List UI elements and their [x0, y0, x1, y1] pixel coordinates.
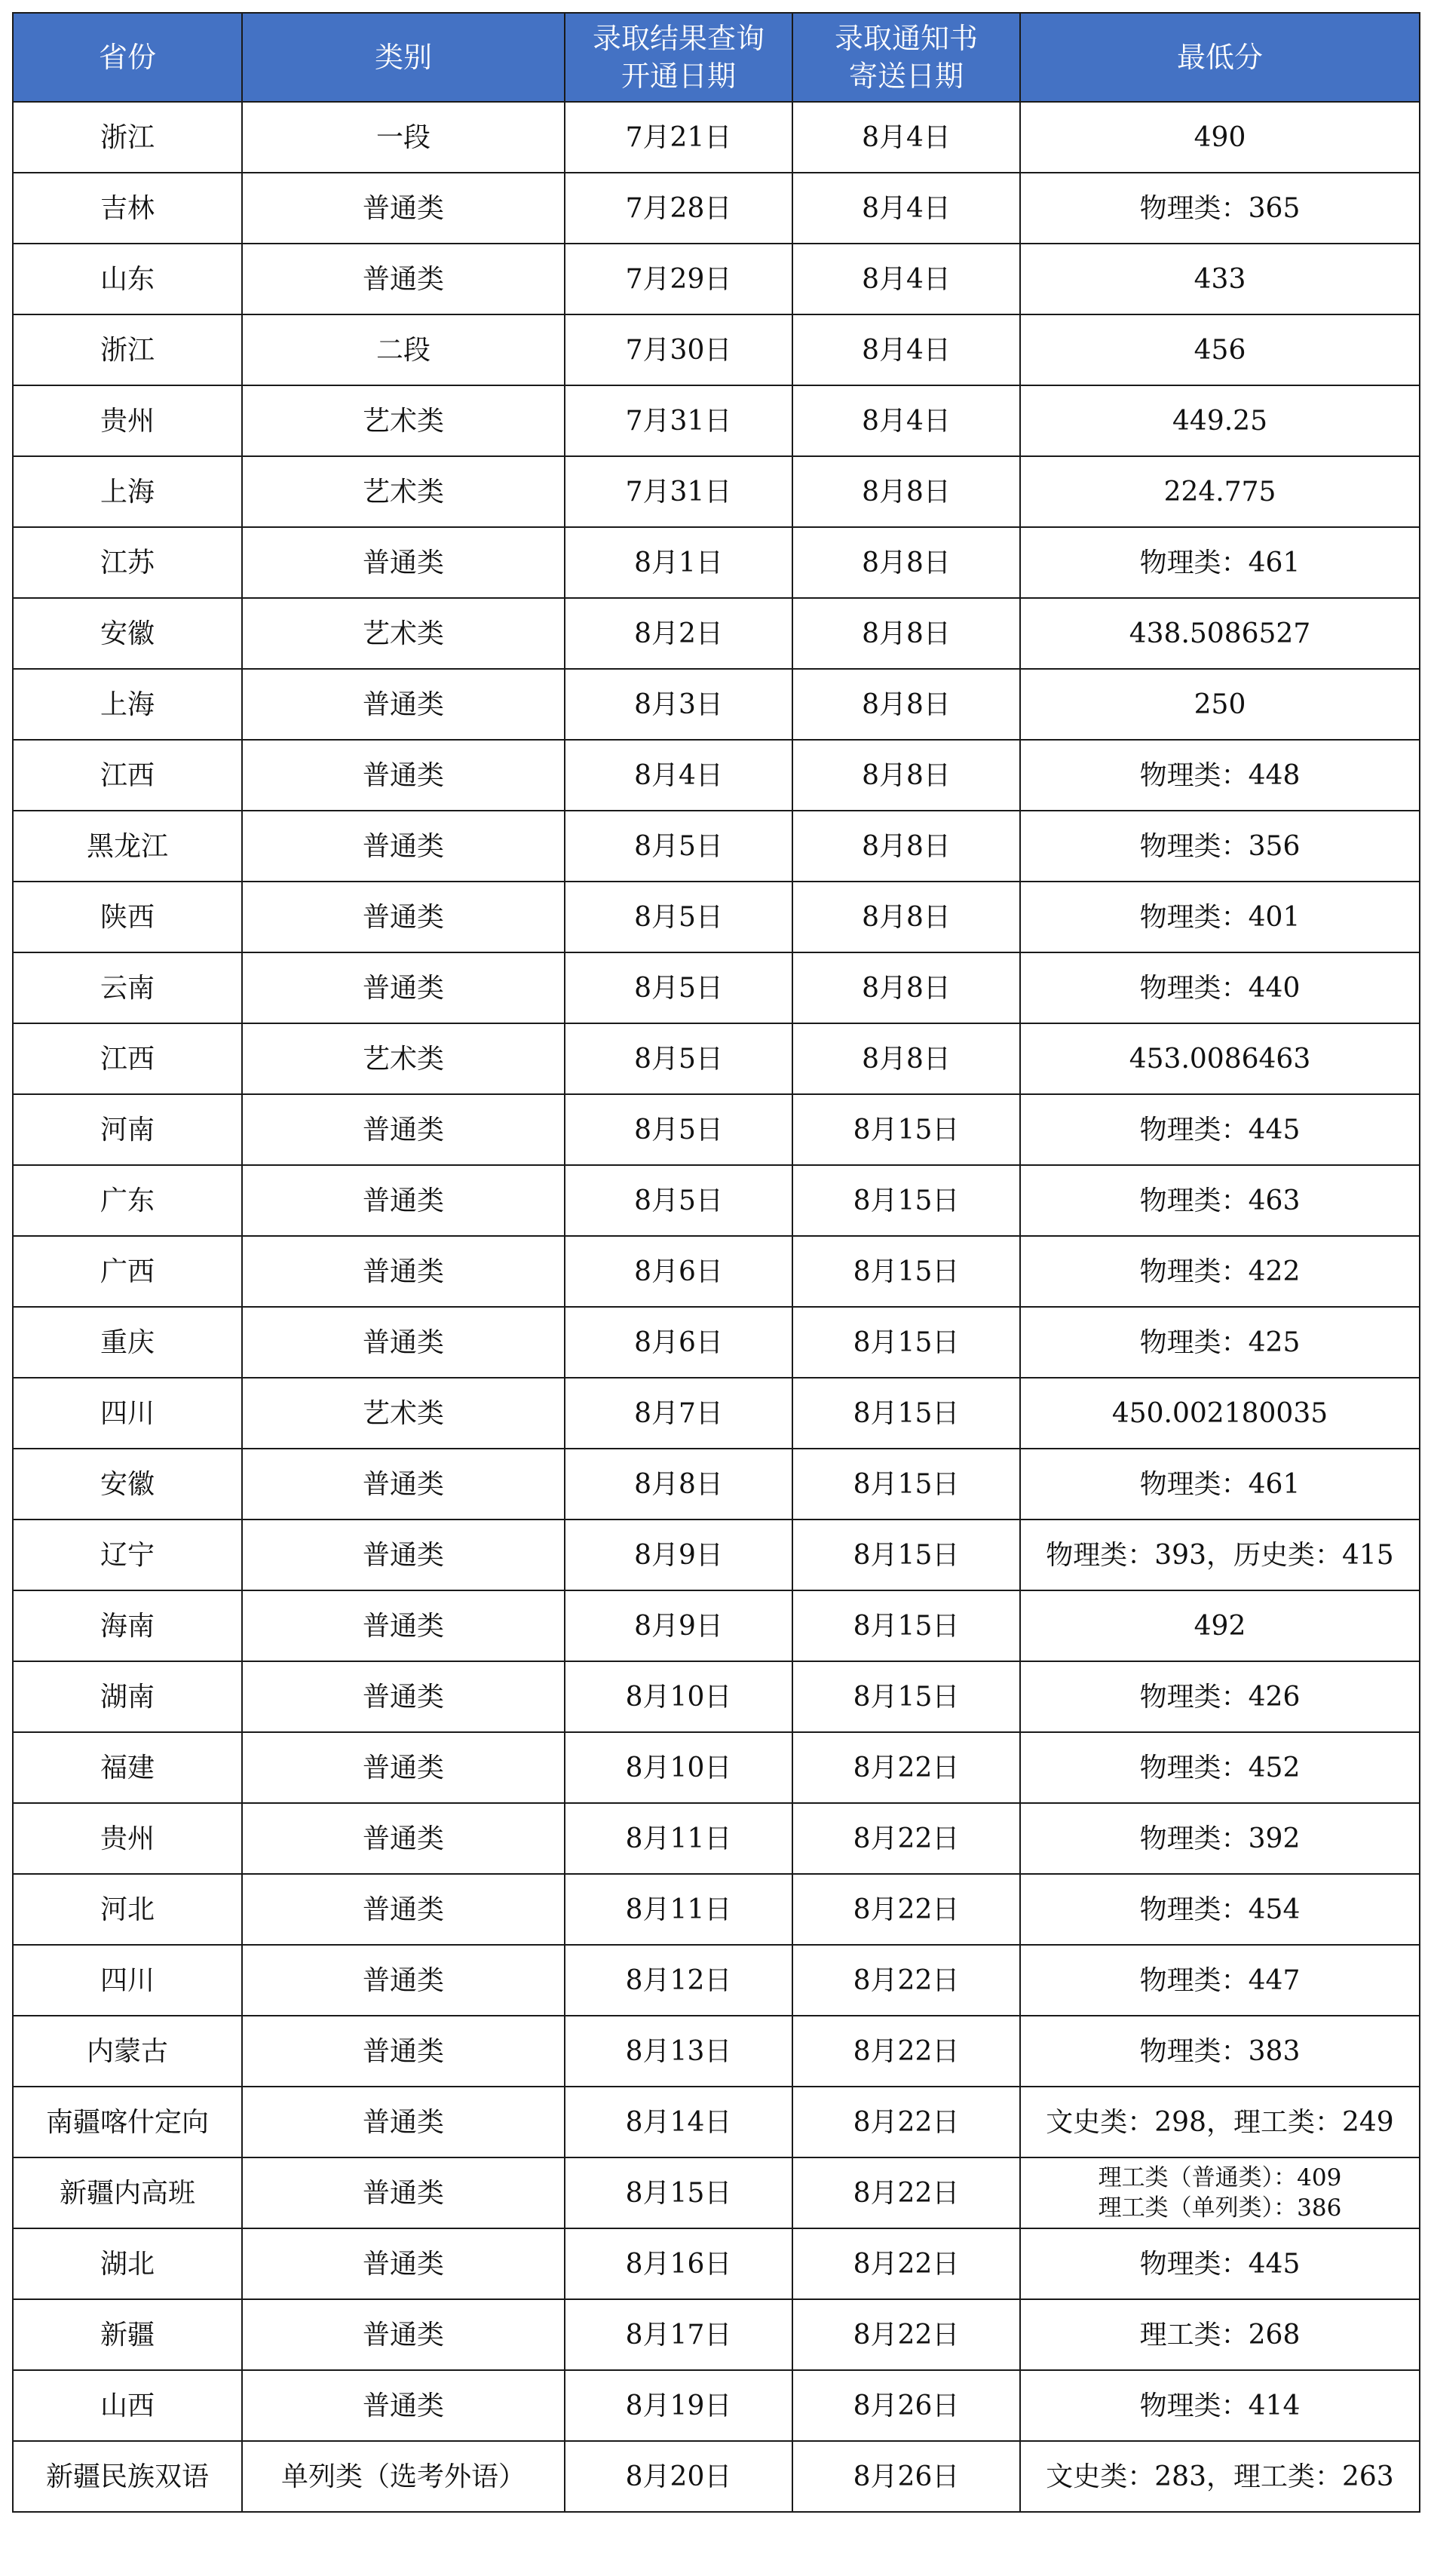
table-row: [13, 1803, 1420, 1874]
mail-date-cell: 8月22日: [792, 1945, 1020, 2016]
province-cell: 海南: [13, 1590, 242, 1661]
header-line: 录取通知书: [834, 21, 978, 55]
min-score-cell: [1020, 2299, 1420, 2370]
province-cell: 江西: [13, 740, 242, 811]
query-date-cell: 8月5日: [565, 1094, 792, 1165]
category-cell: 普通类: [242, 2299, 565, 2370]
min-score-cell: [1020, 1307, 1420, 1378]
table-row: [13, 2087, 1420, 2157]
province-cell: 湖南: [13, 1661, 242, 1732]
category-cell: 普通类: [242, 1874, 565, 1945]
category-cell: 普通类: [242, 2087, 565, 2157]
min-score-cell: [1020, 527, 1420, 598]
min-score-cell: [1020, 882, 1420, 952]
mail-date-cell: 8月22日: [792, 1803, 1020, 1874]
province-cell: 重庆: [13, 1307, 242, 1378]
query-date-cell: 8月12日: [565, 1945, 792, 2016]
query-date-cell: 8月9日: [565, 1590, 792, 1661]
query-date-cell: 8月4日: [565, 740, 792, 811]
category-cell: 普通类: [242, 669, 565, 740]
province-cell: 山东: [13, 244, 242, 314]
query-date-cell: 7月21日: [565, 102, 792, 173]
min-score-line: 物理类：365: [1139, 192, 1301, 224]
category-cell: 普通类: [242, 2370, 565, 2441]
mail-date-cell: 8月8日: [792, 669, 1020, 740]
table-row: [13, 2441, 1420, 2512]
min-score-cell: [1020, 456, 1420, 527]
min-score-cell: [1020, 1023, 1420, 1094]
mail-date-cell: 8月26日: [792, 2370, 1020, 2441]
province-cell: 广西: [13, 1236, 242, 1307]
min-score-line: 物理类：356: [1139, 830, 1301, 862]
category-cell: 普通类: [242, 1945, 565, 2016]
mail-date-cell: 8月8日: [792, 882, 1020, 952]
table-row: [13, 1732, 1420, 1803]
mail-date-cell: 8月15日: [792, 1307, 1020, 1378]
province-cell: 江苏: [13, 527, 242, 598]
province-cell: 内蒙古: [13, 2016, 242, 2087]
min-score-line: 433: [1194, 263, 1246, 295]
query-date-cell: 8月5日: [565, 1165, 792, 1236]
min-score-line: 450.002180035: [1111, 1397, 1328, 1429]
min-score-line: 理工类（单列类）：386: [1098, 2194, 1342, 2222]
min-score-cell: [1020, 2228, 1420, 2299]
mail-date-cell: 8月4日: [792, 173, 1020, 244]
category-cell: 普通类: [242, 1520, 565, 1590]
category-cell: 普通类: [242, 1236, 565, 1307]
table-row: [13, 1590, 1420, 1661]
min-score-line: 物理类：392: [1139, 1823, 1301, 1854]
table-row: [13, 1520, 1420, 1590]
mail-date-cell: 8月4日: [792, 102, 1020, 173]
query-date-cell: 8月5日: [565, 1023, 792, 1094]
mail-date-cell: 8月22日: [792, 1874, 1020, 1945]
min-score-line: 物理类：393，历史类：415: [1046, 1539, 1394, 1571]
query-date-cell: 8月19日: [565, 2370, 792, 2441]
min-score-cell: [1020, 2087, 1420, 2157]
table-row: [13, 882, 1420, 952]
province-cell: 贵州: [13, 1803, 242, 1874]
province-cell: 云南: [13, 952, 242, 1023]
query-date-cell: 8月17日: [565, 2299, 792, 2370]
mail-date-cell: 8月4日: [792, 385, 1020, 456]
min-score-cell: [1020, 385, 1420, 456]
min-score-cell: [1020, 669, 1420, 740]
min-score-line: 449.25: [1172, 405, 1267, 437]
mail-date-cell: 8月22日: [792, 2016, 1020, 2087]
table-row: [13, 740, 1420, 811]
category-cell: 普通类: [242, 882, 565, 952]
query-date-cell: 8月10日: [565, 1732, 792, 1803]
category-cell: 普通类: [242, 527, 565, 598]
province-cell: 上海: [13, 669, 242, 740]
min-score-cell: [1020, 1874, 1420, 1945]
min-score-cell: [1020, 1732, 1420, 1803]
table-row: [13, 314, 1420, 385]
province-cell: 贵州: [13, 385, 242, 456]
table-row: [13, 456, 1420, 527]
min-score-cell: [1020, 2370, 1420, 2441]
query-date-cell: 8月5日: [565, 811, 792, 882]
min-score-line: 物理类：445: [1139, 1114, 1301, 1145]
min-score-cell: [1020, 811, 1420, 882]
province-cell: 河南: [13, 1094, 242, 1165]
category-cell: 一段: [242, 102, 565, 173]
min-score-cell: [1020, 952, 1420, 1023]
min-score-cell: [1020, 173, 1420, 244]
query-date-cell: 8月1日: [565, 527, 792, 598]
category-cell: 普通类: [242, 2228, 565, 2299]
min-score-line: 490: [1194, 121, 1246, 153]
table-row: [13, 1449, 1420, 1520]
min-score-line: 物理类：383: [1139, 2035, 1301, 2067]
province-cell: 安徽: [13, 1449, 242, 1520]
mail-date-cell: 8月15日: [792, 1165, 1020, 1236]
header-line: 寄送日期: [848, 60, 964, 93]
min-score-line: 物理类：454: [1139, 1894, 1301, 1925]
min-score-cell: [1020, 1520, 1420, 1590]
min-score-line: 453.0086463: [1129, 1043, 1311, 1075]
table-row: [13, 952, 1420, 1023]
min-score-line: 物理类：461: [1139, 547, 1301, 578]
table-row: [13, 102, 1420, 173]
category-cell: 普通类: [242, 1094, 565, 1165]
mail-date-cell: 8月22日: [792, 1732, 1020, 1803]
mail-date-cell: 8月4日: [792, 314, 1020, 385]
table-row: [13, 173, 1420, 244]
category-cell: 艺术类: [242, 456, 565, 527]
min-score-line: 物理类：463: [1139, 1185, 1301, 1216]
query-date-cell: 8月14日: [565, 2087, 792, 2157]
min-score-line: 物理类：447: [1139, 1964, 1301, 1996]
category-cell: 普通类: [242, 1165, 565, 1236]
query-date-cell: 8月5日: [565, 882, 792, 952]
province-cell: 浙江: [13, 102, 242, 173]
category-cell: 艺术类: [242, 1378, 565, 1449]
min-score-line: 物理类：426: [1139, 1681, 1301, 1713]
min-score-line: 物理类：425: [1139, 1326, 1301, 1358]
min-score-line: 文史类：298，理工类：249: [1046, 2106, 1394, 2138]
province-cell: 吉林: [13, 173, 242, 244]
province-cell: 黑龙江: [13, 811, 242, 882]
mail-date-cell: 8月22日: [792, 2299, 1020, 2370]
table-row: [13, 2299, 1420, 2370]
category-cell: 艺术类: [242, 1023, 565, 1094]
category-cell: 普通类: [242, 1661, 565, 1732]
min-score-line: 文史类：283，理工类：263: [1046, 2461, 1394, 2492]
province-cell: 上海: [13, 456, 242, 527]
query-date-cell: 8月7日: [565, 1378, 792, 1449]
min-score-cell: [1020, 1449, 1420, 1520]
mail-date-cell: 8月26日: [792, 2441, 1020, 2512]
table-row: [13, 1945, 1420, 2016]
table-row: [13, 244, 1420, 314]
category-cell: 普通类: [242, 1590, 565, 1661]
table-row: [13, 385, 1420, 456]
min-score-line: 物理类：448: [1139, 759, 1301, 791]
admission-table: [12, 12, 1420, 2513]
header-row: [13, 13, 1420, 102]
province-cell: 河北: [13, 1874, 242, 1945]
mail-date-cell: 8月8日: [792, 527, 1020, 598]
province-cell: 辽宁: [13, 1520, 242, 1590]
query-date-cell: 7月31日: [565, 385, 792, 456]
mail-date-cell: 8月15日: [792, 1661, 1020, 1732]
table-row: [13, 1874, 1420, 1945]
header-province: [13, 13, 242, 102]
min-score-cell: [1020, 314, 1420, 385]
query-date-cell: 7月29日: [565, 244, 792, 314]
min-score-line: 438.5086527: [1129, 618, 1311, 649]
query-date-cell: 8月2日: [565, 598, 792, 669]
min-score-cell: [1020, 2441, 1420, 2512]
category-cell: 普通类: [242, 2016, 565, 2087]
mail-date-cell: 8月22日: [792, 2087, 1020, 2157]
query-date-cell: 8月8日: [565, 1449, 792, 1520]
header-line: 最低分: [1176, 40, 1263, 74]
table-row: [13, 1236, 1420, 1307]
min-score-cell: [1020, 102, 1420, 173]
table-row: [13, 2016, 1420, 2087]
province-cell: 山西: [13, 2370, 242, 2441]
mail-date-cell: 8月15日: [792, 1520, 1020, 1590]
header-line: 省份: [98, 40, 156, 74]
table-row: [13, 1307, 1420, 1378]
category-cell: 普通类: [242, 2157, 565, 2228]
header-line: 开通日期: [621, 60, 736, 93]
table-row: [13, 669, 1420, 740]
header-min-score: [1020, 13, 1420, 102]
mail-date-cell: 8月8日: [792, 811, 1020, 882]
query-date-cell: 7月30日: [565, 314, 792, 385]
header-mail-date: [792, 13, 1020, 102]
header-query-date: [565, 13, 792, 102]
min-score-line: 理工类（普通类）：409: [1098, 2164, 1342, 2191]
min-score-cell: [1020, 1094, 1420, 1165]
min-score-cell: [1020, 244, 1420, 314]
mail-date-cell: 8月8日: [792, 598, 1020, 669]
min-score-line: 492: [1194, 1610, 1246, 1642]
query-date-cell: 8月11日: [565, 1803, 792, 1874]
table-row: [13, 2228, 1420, 2299]
min-score-line: 224.775: [1163, 476, 1276, 508]
category-cell: 艺术类: [242, 598, 565, 669]
category-cell: 二段: [242, 314, 565, 385]
category-cell: 普通类: [242, 811, 565, 882]
category-cell: 普通类: [242, 1307, 565, 1378]
query-date-cell: 8月10日: [565, 1661, 792, 1732]
min-score-line: 物理类：440: [1139, 972, 1301, 1004]
province-cell: 江西: [13, 1023, 242, 1094]
mail-date-cell: 8月8日: [792, 740, 1020, 811]
min-score-cell: [1020, 740, 1420, 811]
province-cell: 福建: [13, 1732, 242, 1803]
min-score-cell: [1020, 2157, 1420, 2228]
province-cell: 广东: [13, 1165, 242, 1236]
table-row: [13, 598, 1420, 669]
category-cell: 普通类: [242, 1732, 565, 1803]
min-score-cell: [1020, 1661, 1420, 1732]
category-cell: 普通类: [242, 740, 565, 811]
table-row: [13, 2370, 1420, 2441]
mail-date-cell: 8月22日: [792, 2157, 1020, 2228]
category-cell: 普通类: [242, 1803, 565, 1874]
table-row: [13, 1661, 1420, 1732]
province-cell: 陕西: [13, 882, 242, 952]
query-date-cell: 8月6日: [565, 1236, 792, 1307]
province-cell: 新疆内高班: [13, 2157, 242, 2228]
mail-date-cell: 8月15日: [792, 1449, 1020, 1520]
query-date-cell: 8月5日: [565, 952, 792, 1023]
province-cell: 安徽: [13, 598, 242, 669]
mail-date-cell: 8月15日: [792, 1590, 1020, 1661]
province-cell: 浙江: [13, 314, 242, 385]
province-cell: 四川: [13, 1945, 242, 2016]
min-score-cell: [1020, 598, 1420, 669]
query-date-cell: 7月28日: [565, 173, 792, 244]
min-score-line: 250: [1194, 688, 1246, 720]
min-score-cell: [1020, 1378, 1420, 1449]
query-date-cell: 8月3日: [565, 669, 792, 740]
min-score-cell: [1020, 1803, 1420, 1874]
mail-date-cell: 8月8日: [792, 1023, 1020, 1094]
table-body: [13, 102, 1420, 2512]
min-score-line: 物理类：461: [1139, 1468, 1301, 1500]
mail-date-cell: 8月15日: [792, 1378, 1020, 1449]
query-date-cell: 8月9日: [565, 1520, 792, 1590]
table-row: [13, 1378, 1420, 1449]
min-score-line: 物理类：414: [1139, 2390, 1301, 2421]
table-header: [13, 13, 1420, 102]
province-cell: 南疆喀什定向: [13, 2087, 242, 2157]
mail-date-cell: 8月22日: [792, 2228, 1020, 2299]
category-cell: 艺术类: [242, 385, 565, 456]
min-score-cell: [1020, 1945, 1420, 2016]
table-row: [13, 811, 1420, 882]
province-cell: 四川: [13, 1378, 242, 1449]
province-cell: 湖北: [13, 2228, 242, 2299]
table-row: [13, 2157, 1420, 2228]
category-cell: 普通类: [242, 1449, 565, 1520]
mail-date-cell: 8月8日: [792, 456, 1020, 527]
table-row: [13, 527, 1420, 598]
query-date-cell: 8月20日: [565, 2441, 792, 2512]
query-date-cell: 8月13日: [565, 2016, 792, 2087]
min-score-cell: [1020, 1236, 1420, 1307]
header-category: [242, 13, 565, 102]
min-score-cell: [1020, 1165, 1420, 1236]
table-row: [13, 1165, 1420, 1236]
min-score-cell: [1020, 1590, 1420, 1661]
header-line: 录取结果查询: [592, 21, 765, 55]
query-date-cell: 8月11日: [565, 1874, 792, 1945]
query-date-cell: 7月31日: [565, 456, 792, 527]
query-date-cell: 8月16日: [565, 2228, 792, 2299]
min-score-line: 物理类：422: [1139, 1256, 1301, 1287]
category-cell: 普通类: [242, 952, 565, 1023]
table-row: [13, 1094, 1420, 1165]
category-cell: 单列类（选考外语）: [242, 2441, 565, 2512]
mail-date-cell: 8月15日: [792, 1094, 1020, 1165]
min-score-line: 物理类：445: [1139, 2248, 1301, 2280]
min-score-line: 456: [1194, 334, 1246, 366]
query-date-cell: 8月15日: [565, 2157, 792, 2228]
category-cell: 普通类: [242, 244, 565, 314]
table-row: [13, 1023, 1420, 1094]
province-cell: 新疆民族双语: [13, 2441, 242, 2512]
province-cell: 新疆: [13, 2299, 242, 2370]
mail-date-cell: 8月8日: [792, 952, 1020, 1023]
category-cell: 普通类: [242, 173, 565, 244]
min-score-cell: [1020, 2016, 1420, 2087]
min-score-line: 理工类：268: [1139, 2319, 1301, 2351]
min-score-line: 物理类：401: [1139, 901, 1301, 933]
mail-date-cell: 8月15日: [792, 1236, 1020, 1307]
mail-date-cell: 8月4日: [792, 244, 1020, 314]
header-line: 类别: [374, 40, 432, 74]
min-score-line: 物理类：452: [1139, 1752, 1301, 1783]
query-date-cell: 8月6日: [565, 1307, 792, 1378]
